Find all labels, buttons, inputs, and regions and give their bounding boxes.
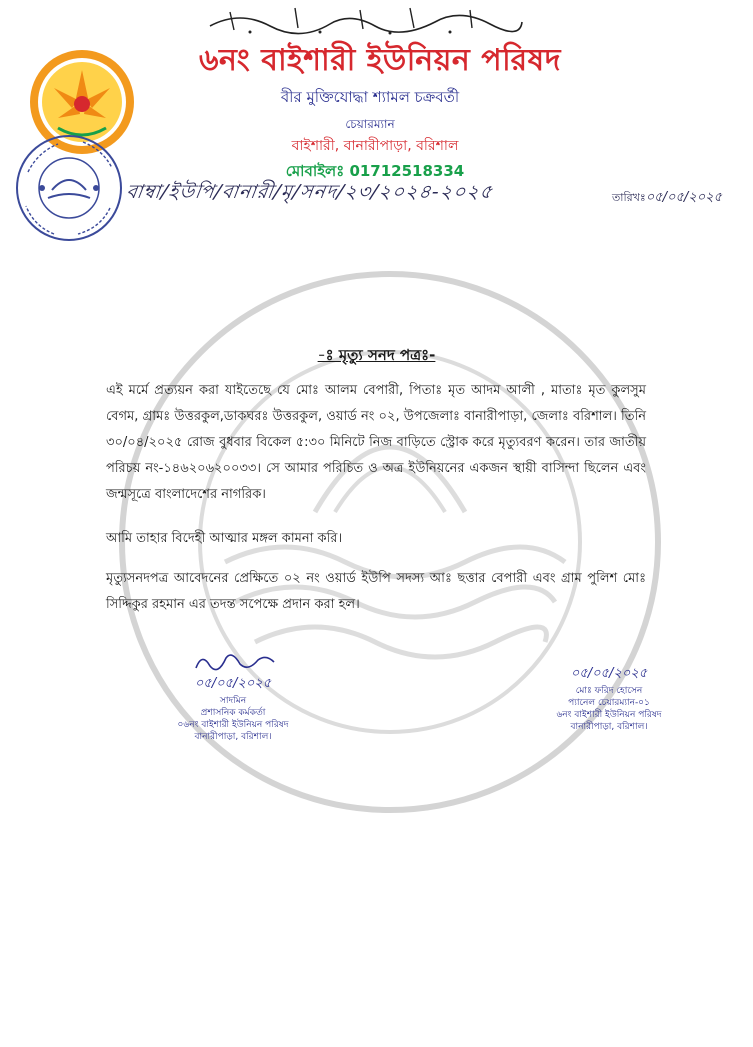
signature-block-right: [534, 664, 684, 733]
issue-date-label: তারিখঃ: [612, 191, 646, 204]
certificate-title: -ঃ মৃত্যু সনদ পত্রঃ-: [317, 346, 436, 364]
certificate-paragraph-1: এই মর্মে প্রত্যয়ন করা যাইতেছে যে মোঃ আলম বেপারী, পিতাঃ মৃত আদম আলী , মাতাঃ মৃত কুলসুম বেগম, গ্রামঃ উত্তরকুল,ডাকঘরঃ উত্তরকুল, ওয়ার্ড নং ০২, উপজেলাঃ বানারীপাড়া, জেলাঃ বরিশাল। তিনি ৩০/০৪/২০২৫ রোজ বুধবার বিকেল ৫:৩০ মিনিটে নিজ বাড়িতে স্ট্রোক করে মৃত্যুবরণ করেন। তার জাতীয় পরিচয় নং-১৪৬২০৬২০০৩৩। সে আমার পরিচিত ও অত্র ইউনিয়নের একজন স্থায়ী বাসিন্দা ছিলেন এবং জন্মসূত্রে বাংলাদেশের নাগরিক।: [106, 383, 646, 502]
union-name-heading: ৬নং বাইশারী ইউনিয়ন পরিষদ: [199, 43, 561, 78]
issue-date: [612, 188, 722, 209]
certificate-paragraph-2: আমি তাহার বিদেহী আত্মার মঙ্গল কামনা করি।: [106, 531, 343, 546]
mobile-label: মোবাইলঃ: [285, 162, 345, 180]
memo-reference: বাম্বা/ইউপি/বানারী/মৃ/সনদ/২৩/২০২৪-২০২৫: [124, 181, 495, 203]
chairman-designation: চেয়ারম্যান: [345, 117, 395, 131]
signatory-name-left: সাদমিন: [219, 696, 247, 706]
signature-date-right: ০৫/০৫/২০২৫: [570, 666, 648, 681]
bismillah-calligraphy: [200, 2, 530, 38]
union-address: বাইশারী, বানারীপাড়া, বরিশাল: [291, 138, 459, 154]
issue-date-value: ০৫/০৫/২০২৫: [645, 190, 723, 205]
signature-scribble-left: [188, 650, 278, 674]
union-seal-stamp: [8, 132, 130, 244]
signatory-location-left: বানারীপাড়া, বরিশাল।: [194, 732, 272, 742]
mobile-number: 01712518334: [349, 162, 465, 180]
signatory-title-right: প্যানেল চেয়ারম্যান-০১: [568, 698, 650, 708]
signatory-name-right: মোঃ ফরিদ হোসেন: [575, 686, 643, 696]
signatory-office-left: ০৬নং বাইশারী ইউনিয়ন পরিষদ: [177, 720, 289, 730]
signature-date-left: ০৫/০৫/২০২৫: [194, 676, 272, 691]
signature-block-left: [148, 650, 318, 743]
signatory-location-right: বানারীপাড়া, বরিশাল।: [570, 722, 648, 732]
signatory-title-left: প্রশাসনিক কর্মকর্তা: [200, 708, 266, 718]
certificate-paragraph-3: মৃত্যুসনদপত্র আবেদনের প্রেক্ষিতে ০২ নং ওয়ার্ড ইউপি সদস্য আঃ ছত্তার বেপারী এবং গ্রাম পুলিশ মোঃ সিদ্দিকুর রহমান এর তদন্ত সপেক্ষে প্রদান করা হল।: [106, 571, 646, 612]
chairman-name: বীর মুক্তিযোদ্ধা শ্যামল চক্রবর্তী: [280, 88, 460, 106]
signatory-office-right: ৬নং বাইশারী ইউনিয়ন পরিষদ: [556, 710, 662, 720]
